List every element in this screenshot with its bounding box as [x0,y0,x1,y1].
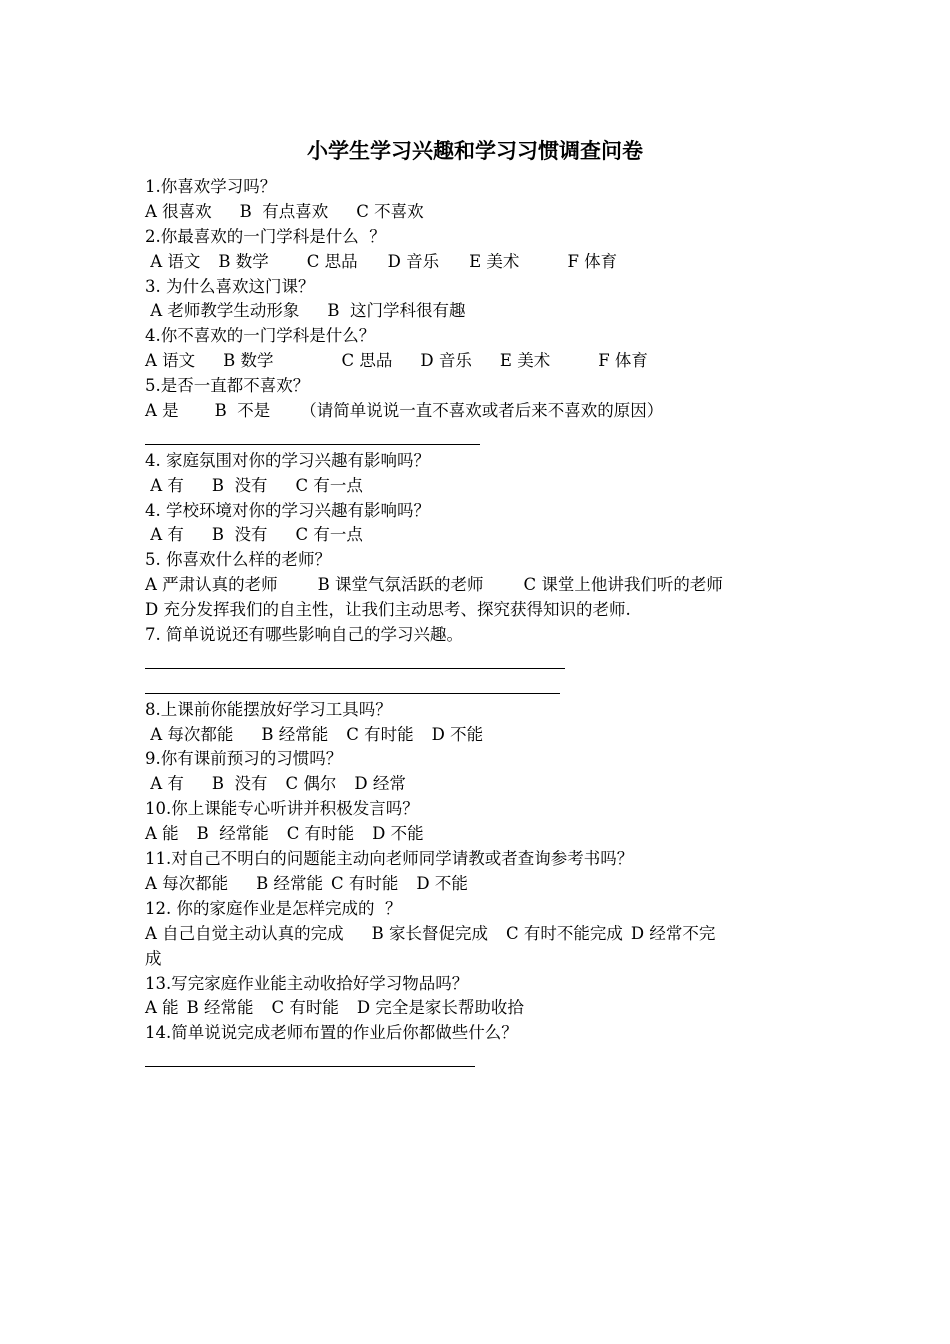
answer-options [145,523,815,548]
answer-options [145,723,815,748]
answer-option[interactable]: B 家长督促完成 [371,923,489,943]
question-text: 9.你有课前预习的习惯吗？ [145,749,343,769]
answer-option[interactable]: A 老师教学生动形象 [145,301,300,321]
answer-option[interactable]: A 很喜欢 [145,201,212,221]
answer-option[interactable]: C 有时能 [271,998,339,1018]
answer-options [145,399,815,424]
answer-option[interactable]: B 数学 [218,251,269,271]
answer-option[interactable]: D 经常 [354,774,406,794]
question-text: 4.你不喜欢的一门学科是什么？ [145,326,376,346]
answer-options [145,250,815,275]
answer-option[interactable]: C 不喜欢 [356,201,424,221]
answer-option[interactable]: D 经常不完 [630,923,716,943]
answer-option[interactable]: A 自己自觉主动认真的完成 [145,923,344,943]
answer-option[interactable]: B 不是 [214,401,271,421]
question-text: 5. 你喜欢什么样的老师？ [145,550,331,570]
answer-option[interactable]: B 这门学科很有趣 [327,301,466,321]
answer-option[interactable]: A 能 [145,824,179,844]
underline [145,1066,475,1067]
answer-blank-line[interactable] [145,1046,815,1071]
answer-options [145,299,815,324]
answer-option[interactable]: D 音乐 [387,251,440,271]
questionnaire-body [145,175,815,1071]
answer-option[interactable]: B 没有 [211,774,268,794]
answer-option[interactable]: B 没有 [211,475,268,495]
question-text: 11.对自己不明白的问题能主动向老师同学请教或者查询参考书吗？ [145,849,634,869]
answer-options [145,996,815,1021]
answer-option[interactable]: A 能 [145,998,179,1018]
question-text: 2.你最喜欢的一门学科是什么 ？ [145,226,386,246]
answer-option[interactable]: C 课堂上他讲我们听的老师 [523,575,723,595]
answer-options [145,573,815,598]
answer-options [145,349,815,374]
answer-options [145,872,815,897]
question-text: 7. 简单说说还有哪些影响自己的学习兴趣。 [145,625,463,645]
page-title: 小学生学习兴趣和学习习惯调查问卷 [307,138,643,163]
answer-option[interactable]: C 有时能 [286,824,355,844]
answer-option[interactable]: D 不能 [372,824,424,844]
answer-option[interactable]: C 偶尔 [285,774,337,794]
question-text: 4. 学校环境对你的学习兴趣有影响吗？ [145,500,430,520]
answer-option[interactable]: B 经常能 [261,724,329,744]
question-text: 12. 你的家庭作业是怎样完成的 ？ [145,898,402,918]
answer-option[interactable]: C 有时不能完成 [506,923,623,943]
answer-option[interactable]: A 有 [145,774,184,794]
answer-option[interactable]: A 严肃认真的老师 [145,575,278,595]
question-text: 3. 为什么喜欢这门课？ [145,276,315,296]
underline [145,668,565,669]
answer-option[interactable]: A 每次都能 [145,873,229,893]
answer-options [145,200,815,225]
answer-option[interactable]: E 美术 [469,251,520,271]
answer-options [145,822,815,847]
answer-option[interactable]: B 有点喜欢 [239,201,329,221]
answer-option[interactable]: B 数学 [223,351,274,371]
underline [145,444,480,445]
answer-option[interactable]: A 有 [145,475,184,495]
answer-option[interactable]: （请简单说说一直不喜欢或者后来不喜欢的原因） [300,401,664,421]
answer-option[interactable]: C 有时能 [346,724,414,744]
question-text: 成 [145,948,162,968]
answer-option[interactable]: E 美术 [499,351,551,371]
answer-options [145,922,815,947]
answer-option[interactable]: A 每次都能 [145,724,234,744]
answer-option[interactable]: D 不能 [416,873,468,893]
answer-option[interactable]: D 不能 [431,724,484,744]
question-text: 14.简单说说完成老师布置的作业后你都做些什么？ [145,1023,518,1043]
answer-option[interactable]: A 语文 [145,351,196,371]
answer-blank-line[interactable] [145,648,815,673]
underline [145,693,560,694]
answer-option[interactable]: A 是 [145,401,179,421]
answer-option[interactable]: C 思品 [306,251,358,271]
answer-options [145,772,815,797]
answer-option[interactable]: C 有一点 [295,525,363,545]
question-text: 8.上课前你能摆放好学习工具吗？ [145,699,392,719]
answer-option[interactable]: F 体育 [598,351,648,371]
answer-option[interactable]: D 音乐 [420,351,472,371]
answer-option[interactable]: C 有时能 [331,873,399,893]
answer-option[interactable]: B 经常能 [256,873,324,893]
answer-blank-line[interactable] [145,424,815,449]
question-text: 10.你上课能专心听讲并积极发言吗？ [145,799,419,819]
answer-option[interactable]: B 经常能 [196,824,269,844]
answer-option[interactable]: B 课堂气氛活跃的老师 [317,575,484,595]
answer-option[interactable]: C 有一点 [295,475,363,495]
question-text: 4. 家庭氛围对你的学习兴趣有影响吗？ [145,450,430,470]
answer-option[interactable]: B 没有 [211,525,268,545]
answer-options [145,474,815,499]
answer-option[interactable]: F 体育 [567,251,618,271]
question-text: 13.写完家庭作业能主动收拾好学习物品吗？ [145,973,469,993]
answer-option[interactable]: B 经常能 [186,998,254,1018]
answer-option[interactable]: C 思品 [341,351,393,371]
answer-option[interactable]: A 有 [145,525,184,545]
answer-blank-line[interactable] [145,673,815,698]
answer-option[interactable]: A 语文 [145,251,201,271]
question-text: 1.你喜欢学习吗？ [145,177,277,196]
answer-option[interactable]: D 完全是家长帮助收拾 [356,998,524,1018]
question-text: 5.是否一直都不喜欢？ [145,376,310,396]
question-text: D 充分发挥我们的自主性，让我们主动思考、探究获得知识的老师. [145,600,631,620]
